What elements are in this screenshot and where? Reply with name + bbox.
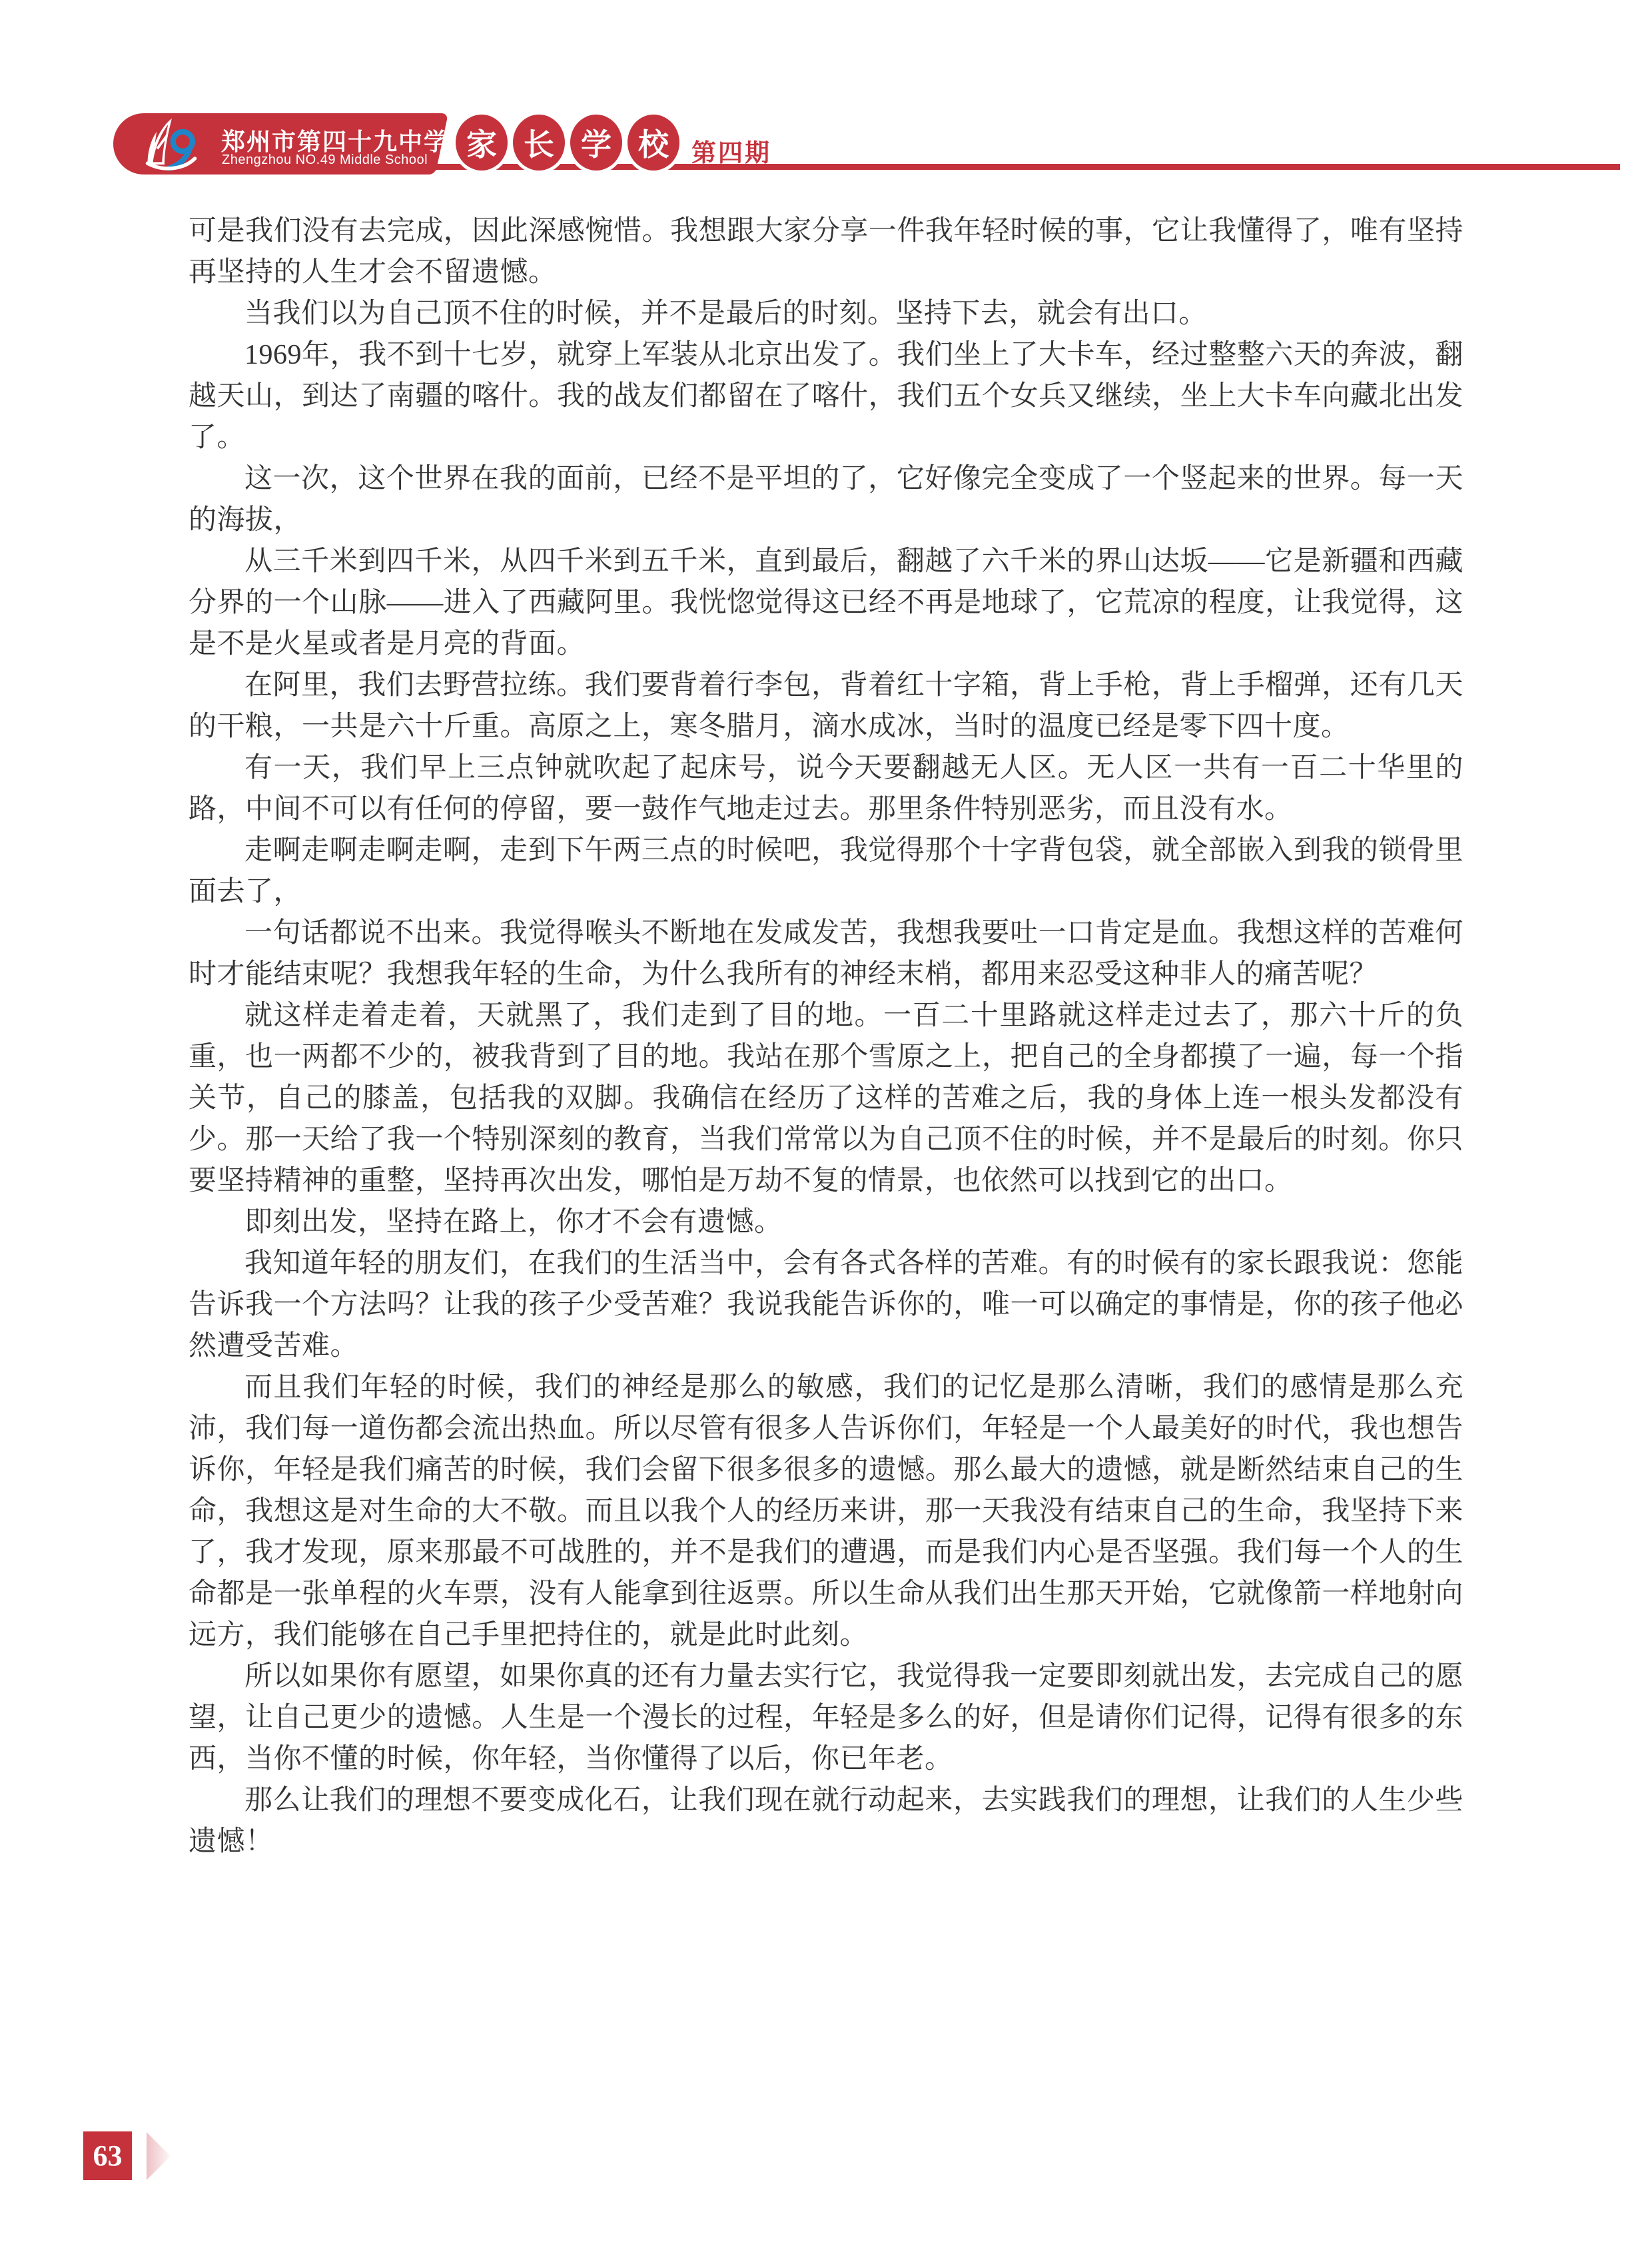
article-paragraph: 走啊走啊走啊走啊，走到下午两三点的时候吧，我觉得那个十字背包袋，就全部嵌入到我的锁骨里面去了，: [189, 835, 1463, 907]
article-paragraph: 而且我们年轻的时候，我们的神经是那么的敏感，我们的记忆是那么清晰，我们的感情是那么充沛，我们每一道伤都会流出热血。所以尽管有很多人告诉你们，年轻是一个人最美好的时代，我也想告诉你，年轻是我们痛苦的时候，我们会留下很多很多的遗憾。那么最大的遗憾，就是断然结束自己的生命，我想这是对生命的大不敬。而且以我个人的经历来讲，那一天我没有结束自己的生命，我坚持下来了，我才发现，原来那最不可战胜的，并不是我们的遭遇，而是我们内心是否坚强。我们每一个人的生命都是一张单程的火车票，没有人能拿到往返票。所以生命从我们出生那天开始，它就像箭一样地射向远方，我们能够在自己手里把持住的，就是此时此刻。: [189, 1372, 1463, 1651]
article-body: [189, 210, 1463, 1862]
article-paragraph: 即刻出发，坚持在路上，你才不会有遗憾。: [244, 1207, 783, 1238]
article-paragraph: 那么让我们的理想不要变成化石，让我们现在就行动起来，去实践我们的理想，让我们的人生少些遗憾！: [189, 1785, 1463, 1857]
badge-jia: 家: [456, 115, 508, 171]
article-paragraph: 一句话都说不出来。我觉得喉头不断地在发咸发苦，我想我要吐一口肯定是血。我想这样的苦难何时才能结束呢？我想我年轻的生命，为什么我所有的神经末梢，都用来忍受这种非人的痛苦呢？: [189, 918, 1463, 990]
article-paragraph: 我知道年轻的朋友们，在我们的生活当中，会有各式各样的苦难。有的时候有的家长跟我说：您能告诉我一个方法吗？让我的孩子少受苦难？我说我能告诉你的，唯一可以确定的事情是，你的孩子他必然遭受苦难。: [189, 1248, 1463, 1361]
article-paragraph: 就这样走着走着，天就黑了，我们走到了目的地。一百二十里路就这样走过去了，那六十斤的负重，也一两都不少的，被我背到了目的地。我站在那个雪原之上，把自己的全身都摸了一遍，每一个指关节，自己的膝盖，包括我的双脚。我确信在经历了这样的苦难之后，我的身体上连一根头发都没有少。那一天给了我一个特别深刻的教育，当我们常常以为自己顶不住的时候，并不是最后的时刻。你只要坚持精神的重整，坚持再次出发，哪怕是万劫不复的情景，也依然可以找到它的出口。: [189, 1000, 1463, 1196]
article-paragraph: 1969年，我不到十七岁，就穿上军装从北京出发了。我们坐上了大卡车，经过整整六天的奔波，翻越天山，到达了南疆的喀什。我的战友们都留在了喀什，我们五个女兵又继续，坐上大卡车向藏北出发了。: [189, 340, 1463, 453]
page-number-badge: 63: [83, 2131, 132, 2180]
article-paragraph: 当我们以为自己顶不住的时候，并不是最后的时刻。坚持下去，就会有出口。: [244, 298, 1208, 329]
article-paragraph: 所以如果你有愿望，如果你真的还有力量去实行它，我觉得我一定要即刻就出发，去完成自己的愿望，让自己更少的遗憾。人生是一个漫长的过程，年轻是多么的好，但是请你们记得，记得有很多的东西，当你不懂的时候，你年轻，当你懂得了以后，你已年老。: [189, 1661, 1463, 1774]
badge-xiao: 校: [627, 115, 679, 171]
badge-xue: 学: [570, 115, 622, 171]
article-paragraph: 在阿里，我们去野营拉练。我们要背着行李包，背着红十字箱，背上手枪，背上手榴弹，还有几天的干粮，一共是六十斤重。高原之上，寒冬腊月，滴水成冰，当时的温度已经是零下四十度。: [189, 670, 1463, 742]
header-rule-line: [434, 164, 1620, 170]
article-paragraph: 可是我们没有去完成，因此深感惋惜。我想跟大家分享一件我年轻时候的事，它让我懂得了，唯有坚持再坚持的人生才会不留遗憾。: [189, 216, 1463, 288]
badge-zhang: 长: [513, 115, 565, 171]
article-paragraph: 有一天，我们早上三点钟就吹起了起床号，说今天要翻越无人区。无人区一共有一百二十华里的路，中间不可以有任何的停留，要一鼓作气地走过去。那里条件特别恶劣，而且没有水。: [189, 753, 1463, 825]
issue-label: 第四期: [691, 139, 771, 167]
school-name-en: Zhengzhou NO.49 Middle School: [222, 153, 428, 167]
article-paragraph: 从三千米到四千米，从四千米到五千米，直到最后，翻越了六千米的界山达坂——它是新疆和西藏分界的一个山脉——进入了西藏阿里。我恍惚觉得这已经不再是地球了，它荒凉的程度，让我觉得，这是不是火星或者是月亮的背面。: [189, 546, 1463, 659]
school-logo-icon: [131, 117, 212, 172]
page-number-arrow-icon: [147, 2132, 171, 2180]
article-paragraph: 这一次，这个世界在我的面前，已经不是平坦的了，它好像完全变成了一个竖起来的世界。每一天的海拔，: [189, 464, 1463, 536]
school-name-cn: 郑州市第四十九中学: [221, 129, 450, 155]
